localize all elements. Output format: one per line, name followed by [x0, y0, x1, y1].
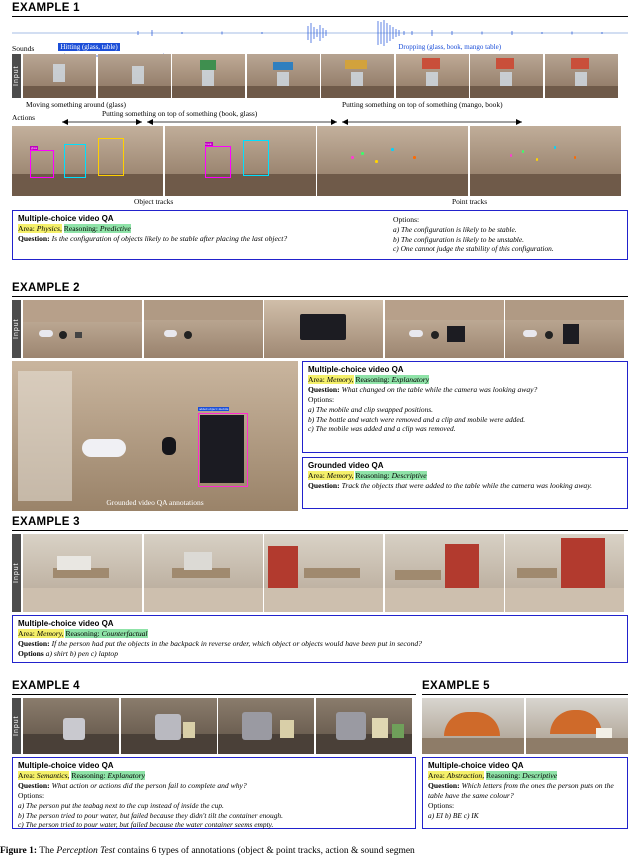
qa-question-row: [308, 385, 622, 395]
video-frame: [172, 54, 245, 98]
qa-area-row: [428, 771, 622, 781]
reasoning-value: Explanatory: [391, 375, 430, 384]
question-text: What action or actions did the person fail to complete and why?: [51, 781, 247, 790]
reasoning-label: Reasoning:: [355, 375, 390, 384]
video-frame: [505, 534, 624, 612]
qa-question-row: [18, 639, 622, 649]
example-3-input-strip: [12, 534, 628, 612]
object-track-frame: glass: [12, 126, 163, 196]
video-frame: [385, 300, 504, 358]
caption-text-2: contains 6 types of annotations (object & point tracks, action & sound segmen: [117, 846, 415, 856]
area-value: Memory,: [326, 375, 354, 384]
qa-question-row: [308, 481, 622, 491]
grounded-caption: Grounded video QA annotations: [106, 498, 204, 507]
input-label-4: Input: [12, 698, 21, 754]
sounds-label: Sounds: [12, 43, 35, 53]
option-c: c) One cannot judge the stability of this configuration.: [393, 244, 554, 254]
figure-caption: [0, 845, 640, 857]
example-2-qa-box-2: [302, 457, 628, 509]
frames-3: [23, 534, 624, 612]
example-5-title: EXAMPLE 5: [422, 680, 490, 692]
example-1-input-strip: [12, 54, 628, 98]
reasoning-value: Predictive: [99, 224, 131, 233]
caption-emphasis: Perception Test: [56, 846, 116, 856]
option-a: a) The person put the teabag next to the cup instead of inside the cup.: [18, 801, 224, 810]
question-label: Question:: [18, 234, 50, 243]
options-inline: a) shirt b) pen c) laptop: [45, 649, 118, 658]
example-1-section: [12, 2, 628, 260]
question-text: What changed on the table while the camera was looking away?: [341, 385, 538, 394]
options-label: Options: [18, 649, 44, 658]
options-label: Options:: [428, 801, 455, 810]
reasoning-label: Reasoning:: [65, 629, 100, 638]
question-text: If the person had put the objects in the backpack in reverse order, which object or objects would have been put in second?: [51, 639, 422, 648]
input-label-2: Input: [12, 300, 21, 358]
example-2-qa-box-1: [302, 361, 628, 453]
qa-type-label: Multiple-choice video QA: [18, 214, 114, 223]
tracks-strip: [12, 126, 628, 196]
reasoning-value: Counterfactual: [101, 629, 148, 638]
question-label: Question:: [18, 639, 50, 648]
frames-1: [23, 54, 618, 98]
example-4-section: [12, 680, 416, 829]
video-frame: [23, 300, 142, 358]
area-label: Area:: [308, 471, 325, 480]
track-labels-row: [12, 197, 628, 208]
area-label: Area:: [18, 224, 35, 233]
example-2-lower: [12, 361, 628, 511]
options-inline: a) EI b) BE c) IK: [428, 811, 479, 820]
option-a: a) The configuration is likely to be stable.: [393, 225, 517, 234]
video-frame: [470, 54, 543, 98]
question-label: Question:: [308, 481, 340, 490]
question-label: Question:: [18, 781, 50, 790]
video-frame: [121, 698, 217, 754]
point-track-frame: [317, 126, 468, 196]
example-4-qa-box: [12, 757, 416, 829]
area-label: Area:: [18, 629, 35, 638]
actions-label: Actions: [12, 113, 35, 122]
example-4-input-strip: [12, 698, 416, 754]
video-frame: [385, 534, 504, 612]
qa-area-row: [308, 471, 622, 481]
area-value: Memory,: [36, 629, 64, 638]
video-frame: [264, 300, 383, 358]
sound-tag-dropping: Dropping (glass, book, mango table): [398, 43, 502, 51]
sound-tag-hitting: Hitting (glass, table): [60, 43, 118, 51]
video-frame: [98, 54, 171, 98]
qa-area-row: [18, 771, 410, 781]
video-frame: [144, 300, 263, 358]
qa-type-label: Grounded video QA: [308, 461, 384, 470]
action-label-putting-2: Putting something on top of something (mango, book): [342, 100, 503, 109]
question-text: Track the objects that were added to the table while the camera was looking away.: [341, 481, 593, 490]
area-value: Abstraction,: [446, 771, 485, 780]
option-c: c) The mobile was added and a clip was removed.: [308, 424, 456, 434]
area-label: Area:: [18, 771, 35, 780]
example-2-title: EXAMPLE 2: [12, 282, 80, 294]
video-frame: [23, 54, 96, 98]
qa-area-row: [308, 375, 622, 385]
video-frame: [23, 698, 119, 754]
example-2-section: [12, 282, 628, 511]
object-tracks-label: Object tracks: [134, 197, 174, 206]
example-1-qa-box: [12, 210, 628, 260]
point-tracks-label: Point tracks: [452, 197, 488, 206]
option-b: b) The person tried to pour water, but failed because they didn't tilt the container enough.: [18, 810, 283, 820]
video-frame: [545, 54, 618, 98]
options-label: Options:: [18, 791, 45, 800]
video-frame: [422, 698, 524, 754]
input-label-3: Input: [12, 534, 21, 612]
example-3-section: [12, 516, 628, 663]
area-value: Physics,: [36, 224, 62, 233]
video-frame: [218, 698, 314, 754]
area-label: Area:: [428, 771, 445, 780]
figure-label: Figure 1:: [0, 846, 38, 856]
example-3-title: EXAMPLE 3: [12, 516, 80, 528]
option-a: a) The mobile and clip swapped positions.: [308, 405, 434, 414]
option-b: b) The configuration is likely to be unstable.: [393, 234, 524, 244]
example-2-input-strip: [12, 300, 628, 358]
sounds-row: [12, 43, 628, 53]
options-label: Options:: [393, 215, 420, 224]
area-value: Memory,: [326, 471, 354, 480]
reasoning-label: Reasoning:: [486, 771, 521, 780]
action-label-moving: Moving something around (glass): [26, 100, 126, 109]
qa-type-label: Multiple-choice video QA: [428, 761, 524, 770]
video-frame: [526, 698, 628, 754]
qa-question-row: [18, 781, 410, 791]
point-track-frame: [470, 126, 621, 196]
qa-options-row: [18, 649, 622, 659]
video-frame: [316, 698, 412, 754]
reasoning-label: Reasoning:: [355, 471, 390, 480]
reasoning-label: Reasoning:: [63, 224, 98, 233]
example-3-qa-box: [12, 615, 628, 663]
area-label: Area:: [308, 375, 325, 384]
question-text: Which letters from the ones the person puts on the table have the same colour?: [428, 781, 614, 800]
example-1-title: EXAMPLE 1: [12, 2, 80, 14]
input-label-1: Input: [12, 54, 21, 98]
video-frame: [23, 534, 142, 612]
example-5-qa-box: [422, 757, 628, 829]
caption-text-1: The: [39, 846, 55, 856]
actions-row: [12, 111, 628, 123]
example-5-section: [422, 680, 628, 829]
reasoning-value: Descriptive: [522, 771, 558, 780]
qa-options-block: [393, 215, 623, 254]
question-label: Question:: [428, 781, 460, 790]
question-label: Question:: [308, 385, 340, 394]
grounded-video-frame: added object: mobile Grounded video QA annotations: [12, 361, 298, 511]
qa-type-label: Multiple-choice video QA: [308, 365, 404, 374]
video-frame: [264, 534, 383, 612]
area-value: Semantics,: [36, 771, 70, 780]
qa-question-row: [428, 781, 622, 801]
video-frame: [247, 54, 320, 98]
object-track-frame: book: [165, 126, 316, 196]
qa-type-label: Multiple-choice video QA: [18, 619, 114, 628]
video-frame: [505, 300, 624, 358]
reasoning-label: Reasoning:: [71, 771, 106, 780]
frames-4: [23, 698, 412, 754]
frames-5: [422, 698, 628, 754]
qa-type-label: Multiple-choice video QA: [18, 761, 114, 770]
question-text: Is the configuration of objects likely to be stable after placing the last object?: [51, 234, 288, 243]
example-4-title: EXAMPLE 4: [12, 680, 80, 692]
qa-question-row: [18, 234, 388, 244]
option-b: b) The bottle and watch were removed and a clip and mobile were added.: [308, 414, 526, 424]
action-label-putting-1: Putting something on top of something (book, glass): [102, 109, 258, 118]
options-label: Options:: [308, 395, 335, 404]
reasoning-value: Descriptive: [391, 471, 427, 480]
video-frame: [396, 54, 469, 98]
reasoning-value: Explanatory: [107, 771, 146, 780]
option-c: c) The person tried to pour water, but failed because the water container seems empty.: [18, 820, 274, 830]
video-frame: [144, 534, 263, 612]
frames-2: [23, 300, 624, 358]
video-frame: [321, 54, 394, 98]
qa-area-row: [18, 629, 622, 639]
